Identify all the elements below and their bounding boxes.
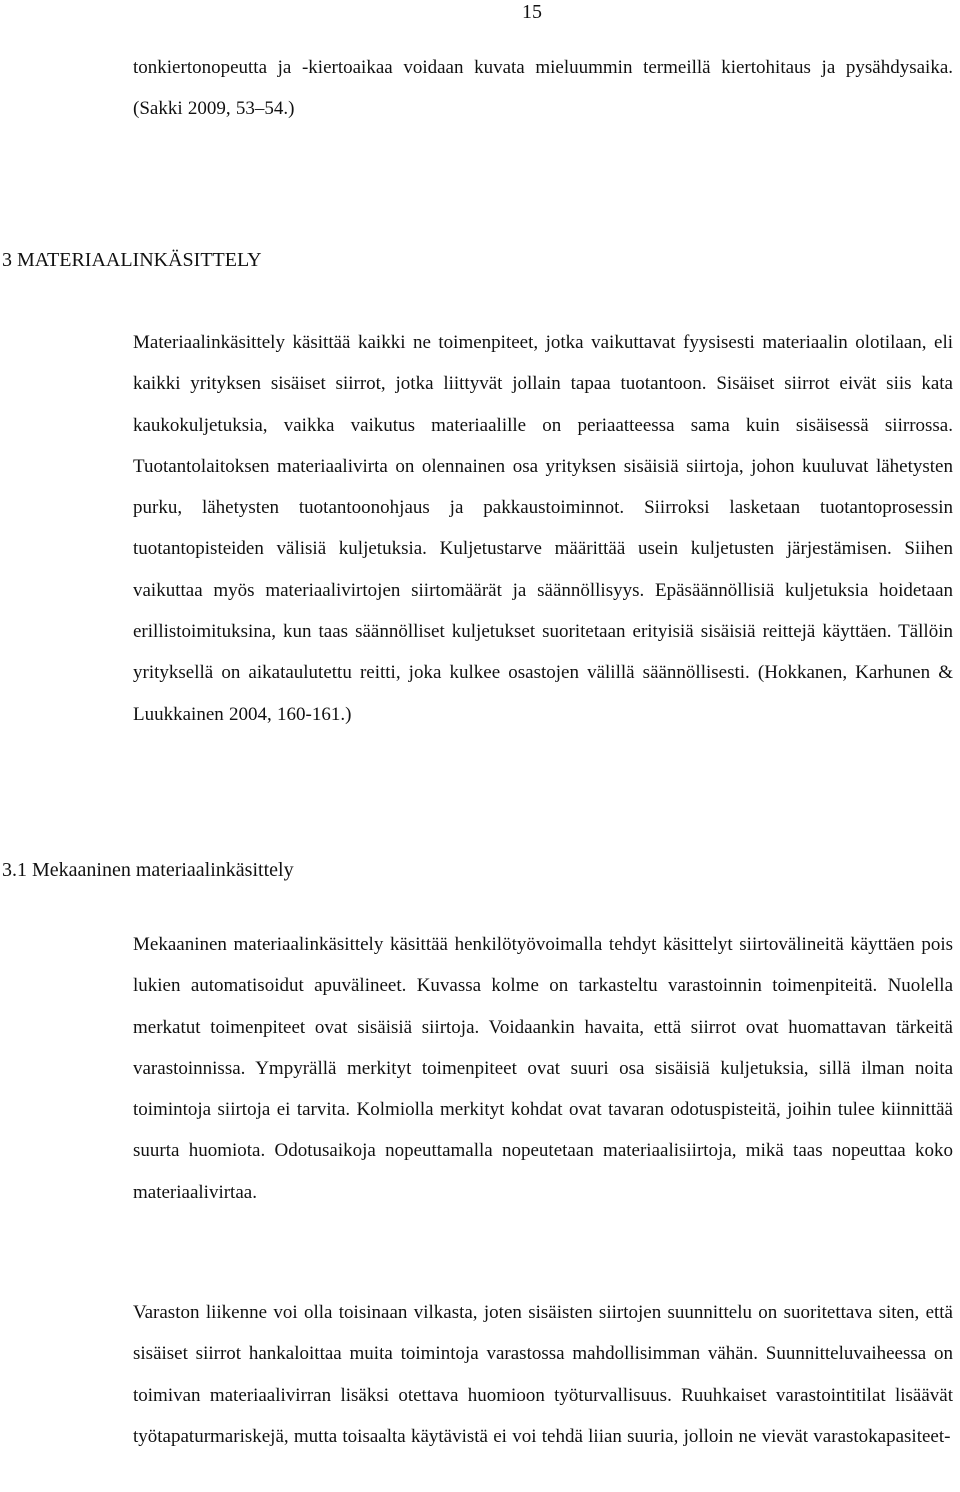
- paragraph-mechanical-handling: Mekaaninen materiaalinkäsittely käsittää henkilötyövoimalla tehdyt käsittelyt siirtovälineitä käyttäen pois lukien automatisoidut apuvälineet. Kuvassa kolme on tarkasteltu varastoinnin toimenpiteitä. Nuolella merkatut toimenpiteet ovat sisäisiä siirtoja. Voidaankin havaita, että siirrot ovat huomattavan tärkeitä varastoinnissa. Ympyrällä merkityt toimenpiteet ovat suuri osa sisäisiä kuljetuksia, sillä ilman noita toimintoja siirtoja ei tarvita. Kolmiolla merkityt kohdat ovat tavaran odotuspisteitä, joihin tulee kiinnittää suurta huomiota. Odotusaikoja nopeuttamalla nopeutetaan materiaalisiirtoja, mikä taas nopeuttaa koko materiaalivirtaa.: [133, 934, 953, 1203]
- paragraph-continuation: tonkiertonopeutta ja -kiertoaikaa voidaan kuvata mieluummin termeillä kiertohitaus ja pysähdysaika. (Sakki 2009, 53–54.): [133, 57, 953, 120]
- chapter-heading: 3 MATERIAALINKÄSITTELY: [2, 249, 262, 271]
- page-number: 15: [522, 1, 542, 23]
- paragraph-warehouse-traffic: Varaston liikenne voi olla toisinaan vilkasta, joten sisäisten siirtojen suunnittelu on suoritettava siten, että sisäiset siirrot hankaloittaa muita toimintoja varastossa mahdollisimman vähän. Suunnitteluvaiheessa on toimivan materiaalivirran lisäksi otettava huomioon työturvallisuus. Ruuhkaiset varastointitilat lisäävät työtapaturmariskejä, mutta toisaalta käytävistä ei voi tehdä liian suuria, jolloin ne vievät varastokapasiteet-: [133, 1302, 953, 1447]
- paragraph-materials-handling: Materiaalinkäsittely käsittää kaikki ne toimenpiteet, jotka vaikuttavat fyysisesti materiaalin olotilaan, eli kaikki yrityksen sisäiset siirrot, jotka liittyvät jollain tapaa tuotantoon. Sisäiset siirrot eivät siis kata kaukokuljetuksia, vaikka vaikutus materiaalille on periaatteessa sama kuin sisäisessä siirrossa. Tuotantolaitoksen materiaalivirta on olennainen osa yrityksen sisäisiä siirtoja, johon kuuluvat lähetysten purku, lähetysten tuotantoonohjaus ja pakkaustoiminnot. Siirroksi lasketaan tuotantoprosessin tuotantopisteiden välisiä kuljetuksia. Kuljetustarve määrittää usein kuljetusten järjestämisen. Siihen vaikuttaa myös materiaalivirtojen siirtomäärät ja säännöllisyys. Epäsäännöllisiä kuljetuksia hoidetaan erillistoimituksina, kun taas säännölliset kuljetukset suoritetaan erityisiä sisäisiä reittejä käyttäen. Tällöin yrityksellä on aikataulutettu reitti, joka kulkee osastojen välillä säännöllisesti. (Hokkanen, Karhunen & Luukkainen 2004, 160-161.): [133, 332, 953, 725]
- section-heading: 3.1 Mekaaninen materiaalinkäsittely: [2, 859, 294, 881]
